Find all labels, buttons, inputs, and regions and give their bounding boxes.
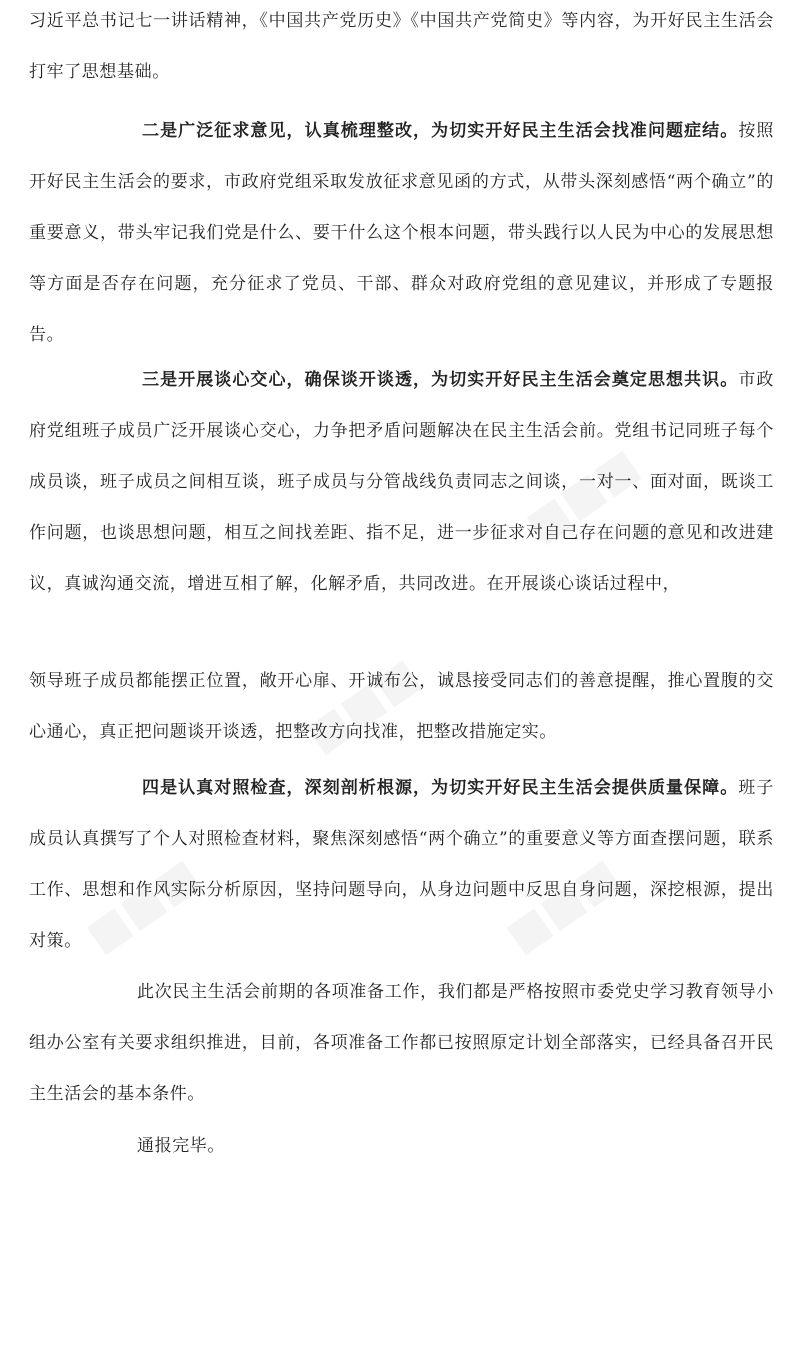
paragraph-text: 领导班子成员都能摆正位置，敞开心扉、开诚布公，诚恳接受同志们的善意提醒，推心置腹的交心通心，真正把问题谈开谈透，把整改方向找准，把整改措施定实。 [29, 671, 774, 742]
paragraph-text: 此次民主生活会前期的各项准备工作，我们都是严格按照市委党史学习教育领导小组办公室有关要求组织推进，目前，各项准备工作都已按照原定计划全部落实，已经具备召开民主生活会的基本条件。 [29, 982, 774, 1104]
paragraph-summary [29, 967, 774, 1120]
closing-line: 通报完毕。 [137, 1136, 225, 1156]
paragraph-heading: 二是广泛征求意见，认真梳理整改，为切实开好民主生活会找准问题症结。 [142, 121, 739, 141]
paragraph-heading: 三是开展谈心交心，确保谈开谈透，为切实开好民主生活会奠定思想共识。 [142, 370, 739, 390]
paragraph-text: 班子成员认真撰写了个人对照检查材料，聚焦深刻感悟“两个确立”的重要意义等方面查摆问题，联系工作、思想和作风实际分析原因，坚持问题导向，从身边问题中反思自身问题，深挖根源，提出对策。 [29, 778, 774, 951]
paragraph-point-two [29, 106, 774, 361]
paragraph-heading: 四是认真对照检查，深刻剖析根源，为切实开好民主生活会提供质量保障。 [142, 778, 739, 798]
paragraph-text: 按照开好民主生活会的要求，市政府党组采取发放征求意见函的方式，从带头深刻感悟“两个确立”的重要意义，带头牢记我们党是什么、要干什么这个根本问题，带头践行以人民为中心的发展思想等方面是否存在问题，充分征求了党员、干部、群众对政府党组的意见建议，并形成了专题报告。 [29, 121, 774, 345]
paragraph-point-three [29, 355, 774, 610]
paragraph-point-four [29, 763, 774, 967]
paragraph-text: 市政府党组班子成员广泛开展谈心交心，力争把矛盾问题解决在民主生活会前。党组书记同班子每个成员谈，班子成员之间相互谈，班子成员与分管战线负责同志之间谈，一对一、面对面，既谈工作问题，也谈思想问题，相互之间找差距、指不足，进一步征求对自己存在问题的意见和改进建议，真诚沟通交流，增进互相了解，化解矛盾，共同改进。在开展谈心谈话过程中， [29, 370, 774, 594]
paragraph-page-continuation [29, 656, 774, 758]
paragraph-text: 习近平总书记七一讲话精神，《中国共产党历史》《中国共产党简史》等内容，为开好民主生活会打牢了思想基础。 [29, 11, 774, 82]
paragraph-continued [29, 0, 774, 98]
